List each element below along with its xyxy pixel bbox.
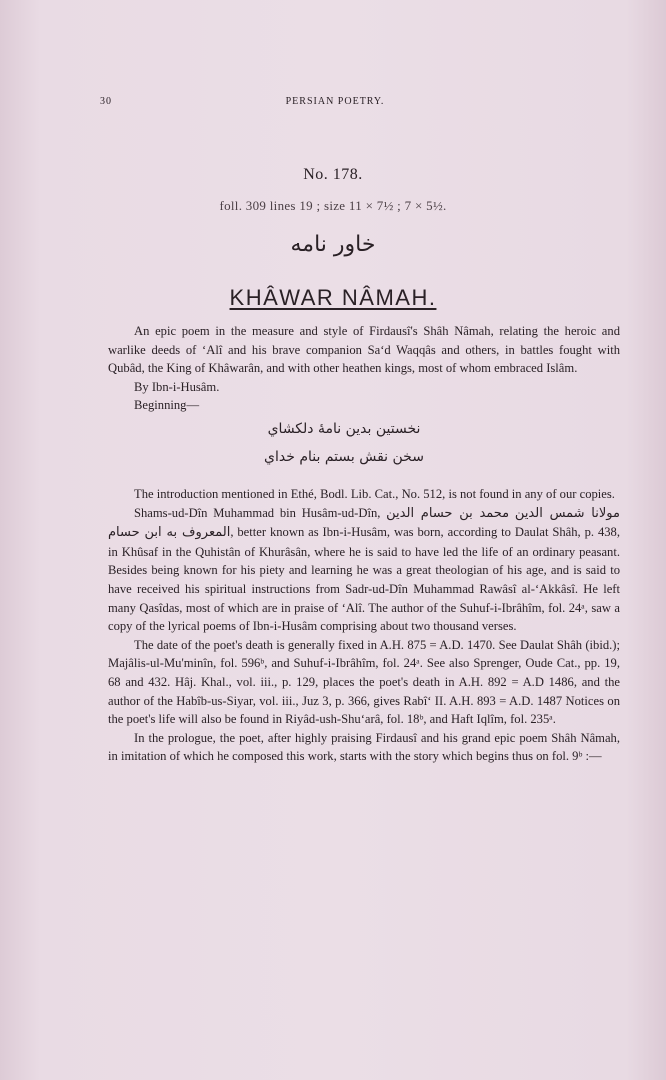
entry-number: No. 178.	[303, 166, 363, 183]
verse-line-2: سخن نقش بستم بنام خداي	[264, 448, 424, 465]
description-paragraph: An epic poem in the measure and style of Firdausî's Shâh Nâmah, relating the heroic and warlike deeds of ‘Alî and his brave companion Sa‘d Waqqâs and others, in battles fought with Qubâd, the King of Khâwarân, and with other heathen kings, most of whom embraced Islâm.	[108, 324, 620, 376]
page-number: 30	[100, 96, 112, 107]
prologue-paragraph: In the prologue, the poet, after highly praising Firdausî and his grand epic poem Shâh Nâmah, in imitation of which he composed this work, starts with the story which begins thus on fol. 9ᵇ :—	[108, 730, 620, 764]
collation-line: foll. 309 lines 19 ; size 11 × 7½ ; 7 × 5½.	[219, 198, 447, 213]
biography-paragraph	[108, 504, 620, 636]
running-title: PERSIAN POETRY.	[285, 96, 385, 107]
bio-text-1: Shams-ud-Dîn Muhammad bin Husâm-ud-Dîn,	[134, 505, 381, 520]
arabic-title: خاور نامه	[290, 232, 376, 257]
spacer	[108, 471, 620, 485]
death-date-paragraph: The date of the poet's death is generally fixed in A.H. 875 = A.D. 1470. See Daulat Shâh (ibid.); Majâlis-ul-Mu'minîn, fol. 596ᵇ, and Suhuf-i-Ibrâhîm, fol. 24ᵃ. See also Sprenger, Oude Cat., pp. 19, 68 and 432. Hâj. Khal., vol. iii., p. 129, places the poet's death in A.H. 892 = A.D 1486, and the author of the Habîb-us-Siyar, vol. iii., Juz 3, p. 366, gives Rabî‘ II. A.H. 893 = A.D. 1487 Notices on the poet's life will also be found in Riyâd-ush-Shu‘arâ, fol. 18ᵇ, and Haft Iqlîm, fol. 235ᵃ.	[108, 637, 620, 727]
bio-text-2: , better known as Ibn-i-Husâm, was born, according to Daulat Shâh, p. 438, in Khûsaf in the Quhistân of Khurâsân, where he is said to have led the life of an ordinary peasant. Besides being known for his piety and learning he was a great theologian of his age, and is said to have received his spiritual instructions from Sadr-ud-Dîn Muhammad Rawâsî al-‘Akkâsî. He left many Qasîdas, most of which are in praise of ‘Alî. The author of the Suhuf-i-Ibrâhîm, fol. 24ᵃ, saw a copy of the lyrical poems of Ibn-i-Husâm comprising about two thousand verses.	[108, 525, 620, 634]
beginning-label: Beginning—	[134, 398, 200, 413]
verse-line-1: نخستين بدين نامهٔ دلکشاي	[267, 420, 421, 437]
running-header	[100, 96, 570, 112]
bio-arabic-full-name: محمد بن حسام الدين المعروف به ابن حسام	[108, 505, 510, 541]
introduction-note: The introduction mentioned in Ethé, Bodl. Lib. Cat., No. 512, is not found in any of our copies.	[134, 486, 615, 501]
opening-verse	[108, 415, 620, 471]
author-line: By Ibn-i-Husâm.	[134, 379, 220, 394]
bio-arabic-name: مولانا شمس الدين	[514, 505, 620, 521]
entry-body	[108, 322, 620, 766]
entry-title: KHÂWAR NÂMAH.	[229, 285, 437, 310]
